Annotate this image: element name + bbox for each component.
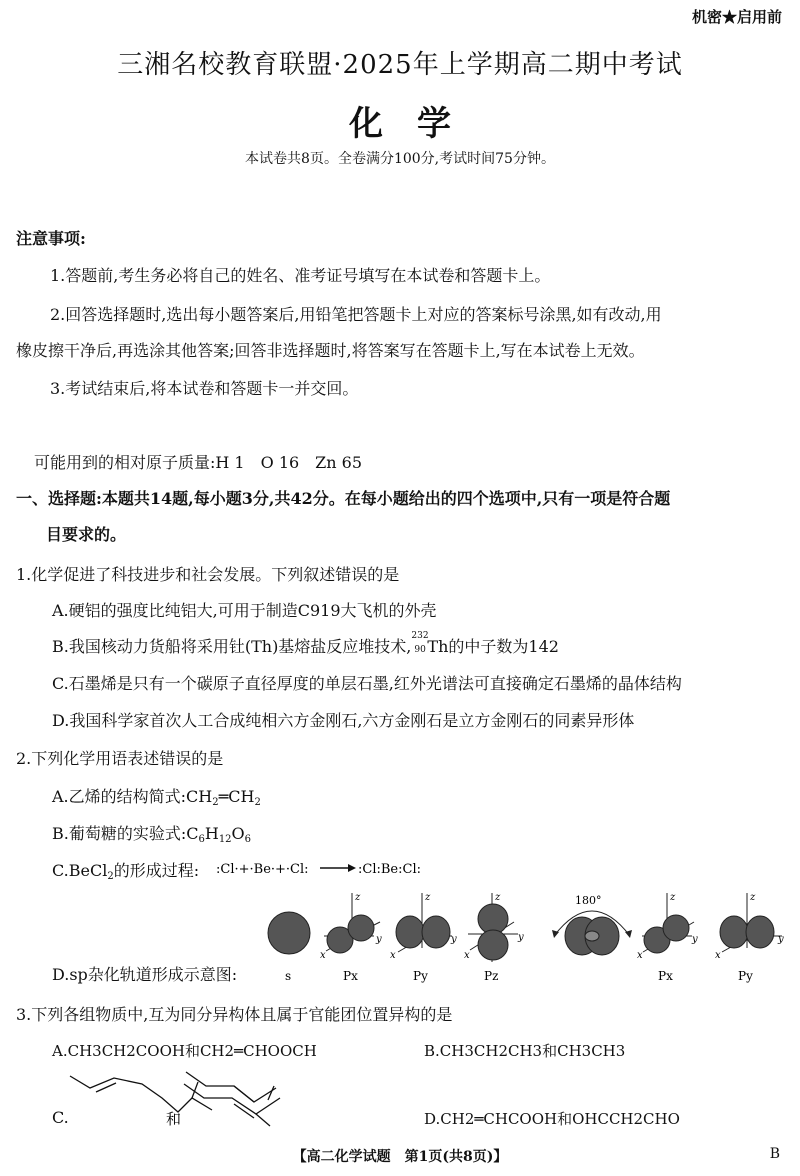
py-lobe-1 [396,916,424,948]
svg-text:x: x [464,950,470,961]
q1-option-b: B.我国核动力货船将采用钍(Th)基熔盐反应堆技术, 232 90 Th的中子数为142 [52,631,559,656]
reaction-arrow-head [348,864,356,872]
q1-option-d: D.我国科学家首次人工合成纯相六方金刚石,六方金刚石是立方金刚石的同素异形体 [52,711,635,730]
label-px: Px [343,969,358,983]
svg-text:z: z [355,892,361,903]
py-orbital-group [390,892,457,983]
q3-stem: 3.下列各组物质中,互为同分异构体且属于官能团位置异构的是 [16,1005,453,1024]
becl2-formation-diagram [216,856,426,880]
svg-text:y: y [778,934,784,945]
section-heading-cont: 目要求的。 [46,525,127,544]
q2-option-b: B.葡萄糖的实验式$:C_6H_{12}O_6$ [52,824,252,845]
q3-and-label: 和 [166,1110,182,1128]
q2-option-c: C.BeCl$_2$的形成过程: [52,861,200,882]
svg-text:z: z [425,892,431,903]
q3-option-c-structure-2 [180,1080,290,1130]
label-s: s [285,969,292,983]
px2-orbital-group [637,892,698,983]
pz-orbital-group [464,892,524,983]
exam-title: 三湘名校教育联盟·2025年上学期高二期中考试 [117,50,683,80]
label-py: Py [413,969,428,983]
svg-text:x: x [390,950,396,961]
py2-orbital-group [715,892,784,983]
pz-lobe-2 [478,930,508,960]
subject-title: 化 学 [349,104,451,144]
q3-option-a: A.CH3CH2COOH和CH2═CHOOCH [52,1042,317,1060]
notice-item-3: 3.考试结束后,将本试卷和答题卡一并交回。 [50,379,359,398]
svg-text:x: x [320,950,326,961]
label-py-2: Py [738,969,753,983]
section-heading: 一、选择题:本题共14题,每小题3分,共42分。在每小题给出的四个选项中,只有一项是符合题 [16,489,671,508]
q3-option-b: B.CH3CH2CH3和CH3CH3 [424,1042,626,1060]
px-orbital-group [320,892,382,983]
confidential-mark: 机密★启用前 [691,8,782,26]
svg-text:z: z [670,892,676,903]
svg-text:z: z [750,892,756,903]
svg-text:x: x [637,950,643,961]
px-lobe-2 [348,915,374,941]
svg-text:y: y [376,934,382,945]
lewis-reactants: :Cl·+·Be·+·Cl: [216,862,309,877]
page-footer: 【高二化学试题 第1页(共8页)】 [292,1149,508,1165]
q1-option-a: A.硬铝的强度比纯铝大,可用于制造C919大飞机的外壳 [52,601,437,620]
angle-label: 180° [575,894,602,907]
svg-text:y: y [451,934,457,945]
label-px-2: Px [658,969,673,983]
py-lobe-2 [422,916,450,948]
q2-option-d: D.sp杂化轨道形成示意图: [52,965,238,984]
sp-hybrid-orbital-diagram [262,888,792,988]
q3-option-d: D.CH2═CHCOOH和OHCCH2CHO [424,1110,680,1128]
q2-stem: 2.下列化学用语表述错误的是 [16,749,224,768]
lewis-product: :Cl:Be:Cl: [358,862,421,877]
s-orbital [268,912,310,954]
svg-text:z: z [495,892,501,903]
q1-option-c: C.石墨烯是只有一个碳原子直径厚度的单层石墨,红外光谱法可直接确定石墨烯的晶体结构 [52,674,682,693]
sp-hybrid-group [552,894,632,955]
q2-option-a: A.乙烯的结构简式$:CH_2═CH_2$ [52,787,261,808]
label-pz: Pz [484,969,499,983]
notice-item-2: 2.回答选择题时,选出每小题答案后,用铅笔把答题卡上对应的答案标号涂黑,如有改动,用 [50,305,662,324]
q1-stem: 1.化学促进了科技进步和社会发展。下列叙述错误的是 [16,565,400,584]
svg-text:y: y [692,934,698,945]
atomic-mass-line: 可能用到的相对原子质量:H 1 O 16 Zn 65 [34,453,363,472]
notice-item-1: 1.答题前,考生务必将自己的姓名、准考证号填写在本试卷和答题卡上。 [50,266,551,285]
q3-option-c-label: C. [52,1108,69,1127]
notice-item-2-cont: 橡皮擦干净后,再选涂其他答案;回答非选择题时,将答案写在答题卡上,写在本试卷上无效。 [16,341,645,360]
notice-title: 注意事项: [16,229,86,248]
svg-text:y: y [518,932,524,943]
exam-info: 本试卷共8页。全卷满分100分,考试时间75分钟。 [245,151,555,167]
version-mark: B [769,1146,780,1162]
svg-text:x: x [715,950,721,961]
